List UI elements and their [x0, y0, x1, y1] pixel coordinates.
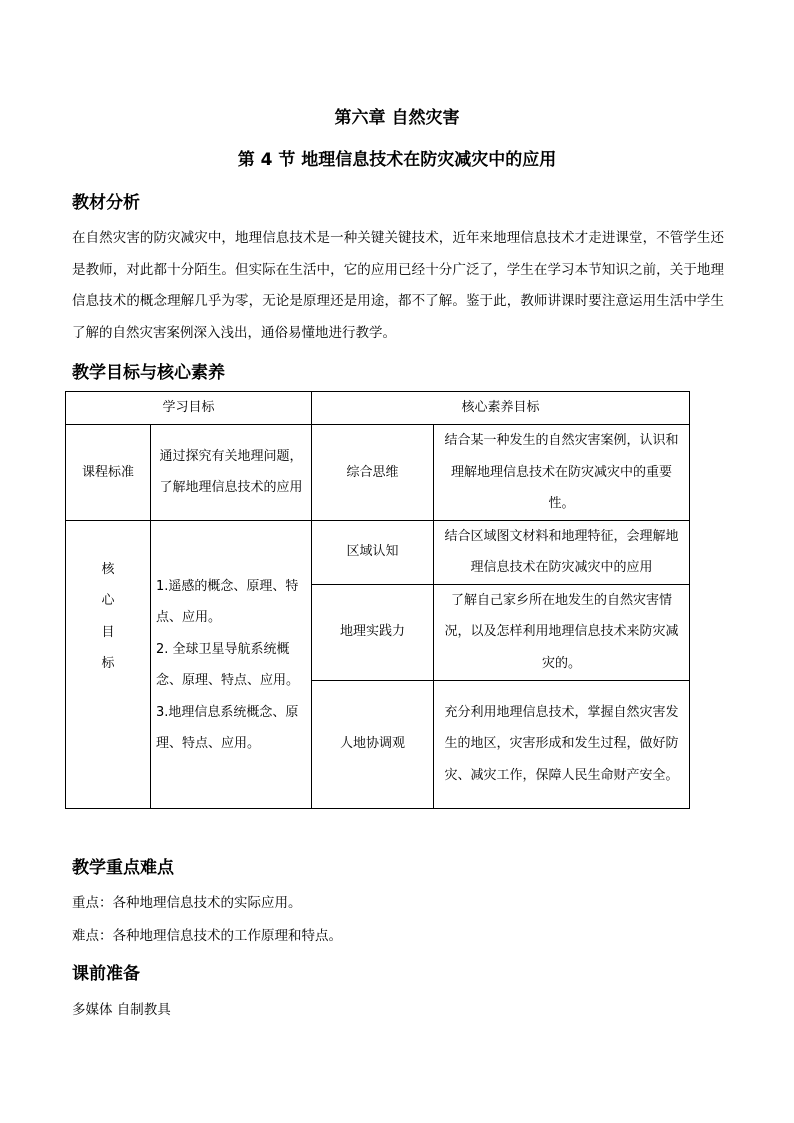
table-row — [66, 520, 690, 584]
analysis-text: 在自然灾害的防灾减灾中，地理信息技术是一种关键关键技术，近年来地理信息技术才走进课堂，不管学生还是教师，对此都十分陌生。但实际在生活中，它的应用已经十分广泛了，学生在学习本节知识之前，关于地理信息技术的概念理解几乎为零，无论是原理还是用途，都不了解。鉴于此，教师讲课时要注意运用生活中学生了解的自然灾害案例深入浅出，通俗易懂地进行教学。 — [72, 230, 724, 341]
table-row — [66, 425, 690, 521]
core-label-char: 核 — [101, 561, 115, 577]
section-title: 第 4 节 地理信息技术在防灾减灾中的应用 — [237, 150, 557, 170]
core-goal-item: 2. 全球卫星导航系统概念、原理、特点、应用。 — [156, 641, 300, 688]
target-practice: 了解自己家乡所在地发生的自然灾害情况，以及怎样利用地理信息技术来防灾减灾的。 — [434, 584, 690, 680]
core-label-char: 标 — [101, 656, 115, 671]
target-harmony: 充分利用地理信息技术，掌握自然灾害发生的地区，灾害形成和发生过程，做好防灾、减灾工作，保障人民生命财产安全。 — [434, 680, 690, 808]
header-learning-goals: 学习目标 — [66, 392, 312, 425]
literacy-synthesis: 综合思维 — [312, 425, 434, 521]
prep-text: 多媒体 自制教具 — [72, 1002, 171, 1018]
core-goal-item: 1.遥感的概念、原理、特点、应用。 — [156, 578, 299, 625]
core-label-char: 目 — [101, 624, 115, 640]
goals-table — [65, 391, 690, 809]
core-goal-item: 3.地理信息系统概念、原理、特点、应用。 — [156, 704, 299, 751]
literacy-regional: 区域认知 — [312, 520, 434, 584]
target-synthesis: 结合某一种发生的自然灾害案例，认识和理解地理信息技术在防灾减灾中的重要性。 — [434, 425, 690, 521]
analysis-heading: 教材分析 — [72, 193, 140, 213]
table-header-row — [66, 392, 690, 425]
header-core-literacy: 核心素养目标 — [312, 392, 690, 425]
target-regional: 结合区域图文材料和地理特征，会理解地理信息技术在防灾减灾中的应用 — [434, 520, 690, 584]
goals-heading: 教学目标与核心素养 — [72, 363, 225, 383]
core-goals-list — [151, 520, 312, 808]
row-label-curriculum: 课程标准 — [66, 425, 151, 521]
curriculum-goal: 通过探究有关地理问题，了解地理信息技术的应用 — [151, 425, 312, 521]
prep-heading: 课前准备 — [72, 964, 140, 984]
row-label-core-goals — [66, 520, 151, 808]
literacy-practice: 地理实践力 — [312, 584, 434, 680]
chapter-title: 第六章 自然灾害 — [334, 108, 460, 128]
keypoints-heading: 教学重点难点 — [72, 858, 174, 878]
literacy-harmony: 人地协调观 — [312, 680, 434, 808]
core-label-char: 心 — [101, 593, 115, 608]
difficulty-text: 难点：各种地理信息技术的工作原理和特点。 — [72, 928, 342, 944]
keypoint-text: 重点：各种地理信息技术的实际应用。 — [72, 895, 302, 911]
